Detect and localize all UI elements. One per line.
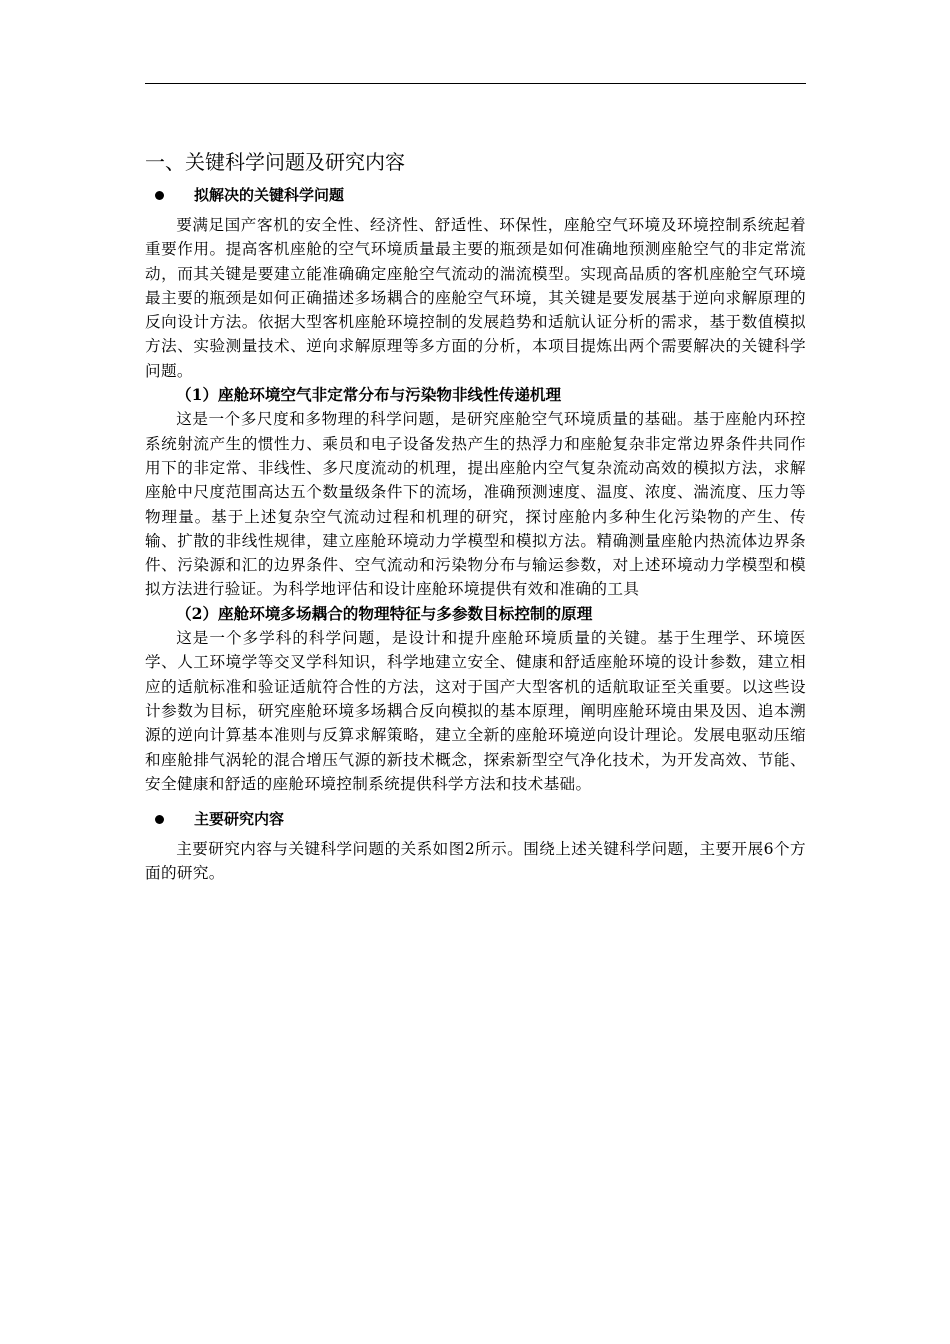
problem-2-paragraph: 这是一个多学科的科学问题，是设计和提升座舱环境质量的关键。基于生理学、环境医学、人工环境学等交叉学科知识，科学地建立安全、健康和舒适座舱环境的设计参数，建立相应的适航标准和验证适航符合性的方法，这对于国产大型客机的适航取证至关重要。以这些设计参数为目标，研究座舱环境多场耦合反向模拟的基本原理，阐明座舱环境由果及因、追本溯源的逆向计算基本准则与反算求解策略，建立全新的座舱环境逆向设计理论。发展电驱动压缩和座舱排气涡轮的混合增压气源的新技术概念，探索新型空气净化技术，为开发高效、节能、安全健康和舒适的座舱环境控制系统提供科学方法和技术基础。 (145, 629, 806, 793)
bullet-dot-icon (155, 815, 164, 824)
problem-2-title: （2）座舱环境多场耦合的物理特征与多参数目标控制的原理 (176, 603, 593, 623)
bullet-heading-key-problems (145, 182, 806, 208)
bullet-heading-label: 拟解决的关键科学问题 (194, 186, 345, 204)
bullet-heading-label: 主要研究内容 (194, 810, 285, 829)
research-content-paragraph: 主要研究内容与关键科学问题的关系如图2所示。围绕上述关键科学问题，主要开展6个方面的研究。 (145, 840, 806, 883)
spacer (145, 796, 806, 806)
header-rule (145, 83, 806, 84)
problem-1-title: （1）座舱环境空气非定常分布与污染物非线性传递机理 (176, 385, 562, 405)
bullet-heading-research-content (145, 806, 806, 832)
bullet-dot-icon (155, 191, 164, 200)
problem-1-paragraph: 这是一个多尺度和多物理的科学问题，是研究座舱空气环境质量的基础。基于座舱内环控系统射流产生的惯性力、乘员和电子设备发热产生的热浮力和座舱复杂非定常边界条件共同作用下的非定常、非线性、多尺度流动的机理，提出座舱内空气复杂流动高效的模拟方法，求解座舱中尺度范围高达五个数量级条件下的流场，准确预测速度、温度、浓度、湍流度、压力等物理量。基于上述复杂空气流动过程和机理的研究，探讨座舱内多种生化污染物的产生、传输、扩散的非线性规律，建立座舱环境动力学模型和模拟方法。精确测量座舱内热流体边界条件、污染源和汇的边界条件、空气流动和污染物分布与输运参数，对上述环境动力学模型和模拟方法进行验证。为科学地评估和设计座舱环境提供有效和准确的工具 (145, 410, 806, 599)
document-body (145, 146, 806, 886)
section-heading: 一、关键科学问题及研究内容 (145, 150, 405, 174)
intro-paragraph: 要满足国产客机的安全性、经济性、舒适性、环保性，座舱空气环境及环境控制系统起着重要作用。提高客机座舱的空气环境质量最主要的瓶颈是如何准确地预测座舱空气的非定常流动，而其关键是要建立能准确确定座舱空气流动的湍流模型。实现高品质的客机座舱空气环境最主要的瓶颈是如何正确描述多场耦合的座舱空气环境，其关键是要发展基于逆向求解原理的反向设计方法。依据大型客机座舱环境控制的发展趋势和适航认证分析的需求，基于数值模拟方法、实验测量技术、逆向求解原理等多方面的分析，本项目提炼出两个需要解决的关键科学问题。 (145, 216, 806, 380)
